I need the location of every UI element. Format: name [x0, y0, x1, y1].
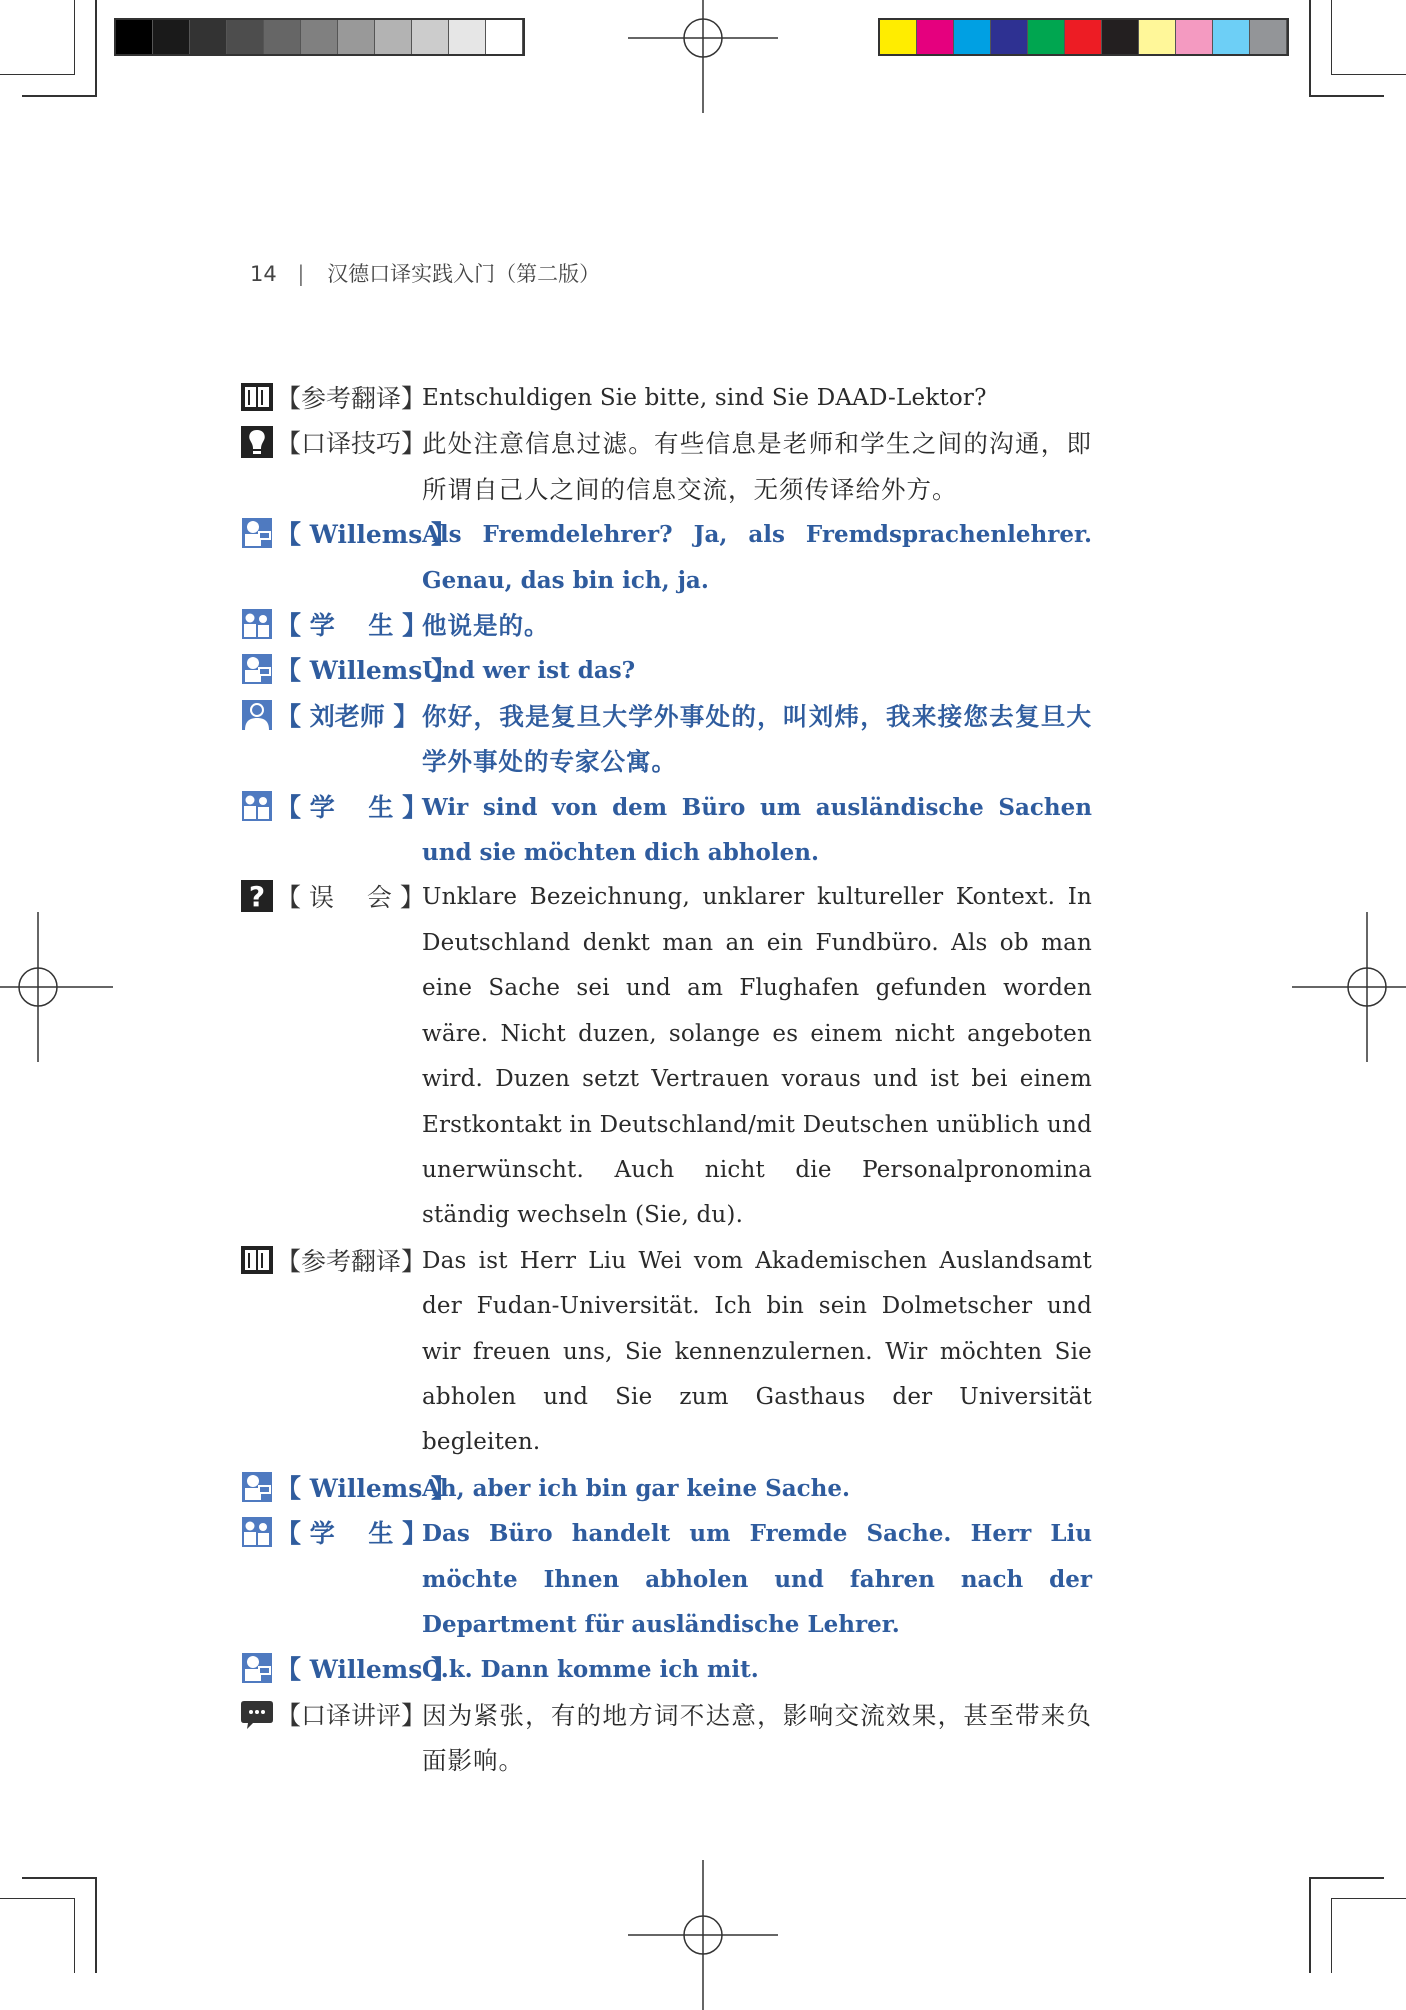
color-swatch	[880, 20, 917, 54]
svg-text:?: ?	[248, 880, 266, 914]
gray-swatch	[264, 20, 301, 54]
color-swatch	[917, 20, 954, 54]
grayscale-color-bar	[114, 18, 525, 56]
entry-text: Ah, aber ich bin gar keine Sache.	[422, 1474, 851, 1502]
speaker-tag: 【口译讲评】	[276, 1700, 427, 1730]
gray-swatch	[412, 20, 449, 54]
person-icon	[240, 698, 276, 734]
entry-text: Entschuldigen Sie bitte, sind Sie DAAD-Lektor?	[422, 385, 987, 411]
speaker-tag: 【 Willems 】	[276, 520, 456, 550]
lightbulb-icon	[240, 425, 276, 461]
gray-swatch	[375, 20, 412, 54]
entry-text: 因为紧张，有的地方词不达意，影响交流效果，甚至带来负面影响。	[422, 1700, 1092, 1776]
dialogue-entry	[240, 875, 1120, 1238]
entry-text: Wir sind von dem Büro um ausländische Sachen und sie möchten dich abholen.	[422, 793, 1092, 867]
dialogue-entry	[240, 1693, 1120, 1784]
dialogue-entry	[240, 421, 1120, 512]
dialogue-entry	[240, 694, 1120, 785]
dialogue-entry	[240, 603, 1120, 648]
header-separator: |	[297, 262, 305, 286]
speaker-icon	[240, 652, 276, 688]
entry-text: Als Fremdelehrer? Ja, als Fremdsprachenlehrer. Genau, das bin ich, ja.	[422, 521, 1092, 594]
color-swatch	[1028, 20, 1065, 54]
gray-swatch	[338, 20, 375, 54]
dialogue-entry	[240, 785, 1120, 876]
speaker-tag: 【 学 生 】	[276, 792, 428, 822]
speaker-tag: 【口译技巧】	[276, 429, 427, 459]
student-icon	[240, 607, 276, 643]
speaker-icon	[240, 1651, 276, 1687]
speaker-icon	[240, 1470, 276, 1506]
gray-swatch	[153, 20, 190, 54]
color-swatch	[1102, 20, 1139, 54]
speaker-tag: 【 Willems 】	[276, 1655, 456, 1685]
speaker-tag: 【 刘老师 】	[276, 701, 419, 731]
speaker-tag: 【 Willems 】	[276, 656, 456, 686]
color-swatch	[1250, 20, 1287, 54]
dialogue-content	[240, 376, 1120, 1784]
gray-swatch	[486, 20, 523, 54]
book-icon	[240, 1243, 276, 1279]
gray-swatch	[227, 20, 264, 54]
speaker-tag: 【 学 生 】	[276, 611, 428, 641]
registration-mark-left	[0, 912, 113, 1062]
color-swatch	[954, 20, 991, 54]
entry-text: Das ist Herr Liu Wei vom Akademischen Auslandsamt der Fudan-Universität. Ich bin sein Dolmetscher und wir freuen uns, Sie kennenzulernen. Wir möchten Sie abholen und Sie zum Gasthaus der Universität begleiten.	[422, 1247, 1092, 1456]
dialogue-entry	[240, 1511, 1120, 1647]
book-title: 汉德口译实践入门（第二版）	[327, 262, 601, 286]
dialogue-entry	[240, 1647, 1120, 1692]
color-swatch	[991, 20, 1028, 54]
entry-text: 此处注意信息过滤。有些信息是老师和学生之间的沟通，即所谓自己人之间的信息交流，无须传译给外方。	[422, 429, 1092, 504]
dialogue-entry	[240, 1239, 1120, 1466]
cmyk-color-bar	[878, 18, 1289, 56]
student-icon	[240, 789, 276, 825]
registration-mark-top	[628, 0, 778, 113]
dialogue-entry	[240, 1466, 1120, 1511]
dialogue-entry	[240, 376, 1120, 421]
entry-text: 他说是的。	[422, 611, 550, 641]
question-icon	[240, 879, 276, 915]
page-number: 14	[250, 262, 277, 286]
entry-text: 你好，我是复旦大学外事处的，叫刘炜，我来接您去复旦大学外事处的专家公寓。	[422, 701, 1092, 777]
dialogue-entry	[240, 512, 1120, 603]
speaker-tag: 【 误 会 】	[276, 883, 425, 913]
entry-text: Und wer ist das?	[422, 657, 636, 685]
gray-swatch	[449, 20, 486, 54]
student-icon	[240, 1515, 276, 1551]
gray-swatch	[116, 20, 153, 54]
running-header	[250, 258, 600, 288]
entry-text: O.k. Dann komme ich mit.	[422, 1656, 759, 1684]
color-swatch	[1139, 20, 1176, 54]
entry-text: Unklare Bezeichnung, unklarer kultureller Kontext. In Deutschland denkt man an ein Fundbüro. Als ob man eine Sache sei und am Flughafen gefunden worden wäre. Nicht duzen, solange es einem nicht angeboten wird. Duzen setzt Vertrauen voraus und ist bei einem Erstkontakt in Deutschland/mit Deutschen unüblich und unerwünscht. Auch nicht die Personalpronomina ständig wechseln (Sie, du).	[422, 884, 1092, 1229]
color-swatch	[1176, 20, 1213, 54]
speaker-tag: 【参考翻译】	[276, 384, 427, 413]
dialogue-entry	[240, 648, 1120, 693]
speaker-tag: 【 学 生 】	[276, 1519, 428, 1549]
speech-bubble-icon	[240, 1697, 276, 1733]
color-swatch	[1213, 20, 1250, 54]
color-swatch	[1065, 20, 1102, 54]
gray-swatch	[190, 20, 227, 54]
book-icon	[240, 380, 276, 416]
speaker-tag: 【参考翻译】	[276, 1246, 427, 1276]
registration-mark-right	[1292, 912, 1406, 1062]
gray-swatch	[301, 20, 338, 54]
entry-text: Das Büro handelt um Fremde Sache. Herr Liu möchte Ihnen abholen und fahren nach der Department für ausländische Lehrer.	[422, 1520, 1092, 1638]
speaker-tag: 【 Willems 】	[276, 1473, 456, 1503]
registration-mark-bottom	[628, 1860, 778, 2010]
speaker-icon	[240, 516, 276, 552]
